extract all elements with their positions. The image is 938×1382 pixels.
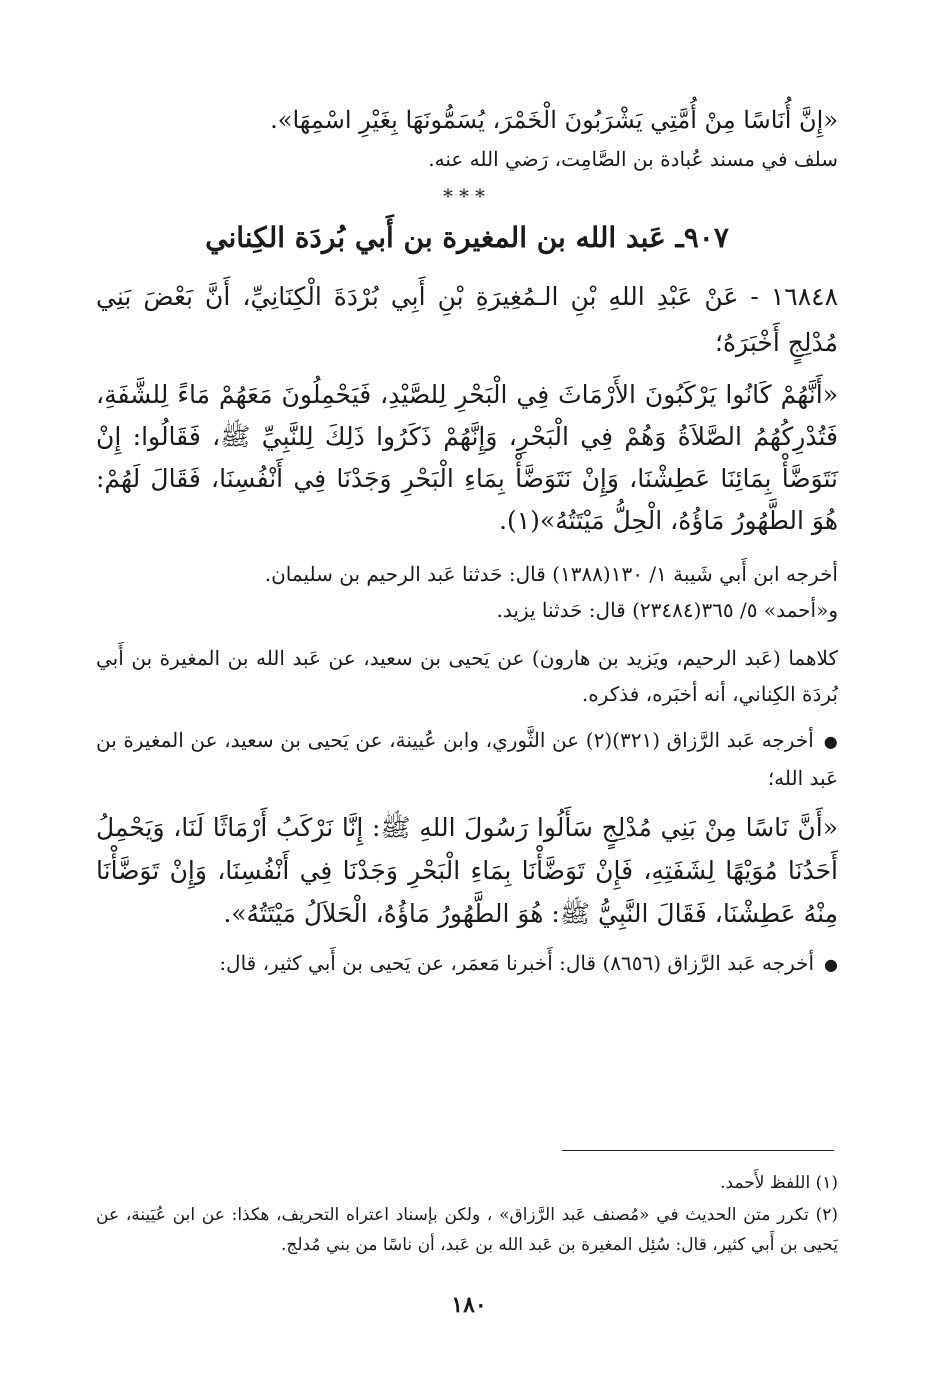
takhrij-line-1: أخرجه ابن أَبي شَيبة ١/ ١٣٠(١٣٨٨) قال: حَدثنا عَبد الرحيم بن سليمان.	[264, 562, 838, 586]
page-body	[96, 100, 838, 983]
bullet-item-2	[96, 945, 838, 983]
footnote-2: (٢) تكرر متن الحديث في «مُصنف عَبد الرَّزاق» ، ولكن بإسناد اعتراه التحريف، هكذا: عن ابن عُيَينة، عن يَحيى بن أَبي كثير، قال: سُئِل المغيرة بن عَبد الله بن عَبد، أن ناسًا من بني مُدلج.	[96, 1205, 838, 1255]
footnotes	[96, 1168, 838, 1262]
chapter-heading: ٩٠٧ـ عَبد الله بن المغيرة بن أَبي بُردَة الكِناني	[205, 221, 729, 254]
kilahuma-paragraph: كلاهما (عَبد الرحيم، ويَزيد بن هارون) عن يَحيى بن سعيد، عن عَبد الله بن المغيرة بن أَبي بُردَة الكِناني، أنه أخبَره، فذكره.	[96, 646, 838, 706]
bullet-item-1	[96, 722, 838, 796]
footnote-1: (١) اللفظ لأَحمد.	[720, 1173, 838, 1193]
previous-hadith-line: «إِنَّ أُنَاسًا مِنْ أُمَّتِي يَشْرَبُونَ الْخَمْرَ، يُسَمُّونَهَا بِغَيْرِ اسْمِهَا».	[270, 106, 838, 134]
bullet-text-1: أخرجه عَبد الرَّزاق (٣٢١)(٢) عن الثَّوري، وابن عُيينة، عن يَحيى بن سعيد، عن المغيرة بن عَبد الله؛	[96, 728, 838, 790]
section-separator: ***	[443, 184, 491, 208]
page-number: ١٨٠	[451, 1292, 487, 1318]
bullet-icon: ●	[823, 732, 838, 751]
hadith-isnad: ١٦٨٤٨ - عَنْ عَبْدِ اللهِ بْنِ الـمُغِيرَةِ بْنِ أَبِي بُرْدَةَ الْكِنَانِيِّ، أَنَّ بَعْضَ بَنِي مُدْلِجٍ أَخْبَرَهُ؛	[96, 282, 838, 357]
bullet-icon: ●	[824, 955, 838, 974]
takhrij-line-2: و«أحمد» ٥/ ٣٦٥(٢٣٤٨٤) قال: حَدثنا يزيد.	[496, 598, 838, 622]
previous-hadith-note: سلف في مسند عُبادة بن الصَّامِت، رَضي الله عنه.	[428, 147, 838, 171]
second-matn: «أَنَّ نَاسًا مِنْ بَنِي مُدْلِجٍ سَأَلُوا رَسُولَ اللهِ ﷺ: إِنَّا نَرْكَبُ أَرْمَاثًا لَنَا، وَيَحْمِلُ أَحَدُنَا مُوَيْهًا لِشَفَتِهِ، فَإِنْ تَوَضَّأْنَا بِمَاءِ الْبَحْرِ وَجَدْنَا فِي أَنْفُسِنَا، وَإِنْ تَوَضَّأْنَا مِنْهُ عَطِشْنَا، فَقَالَ النَّبِيُّ ﷺ: هُوَ الطَّهُورُ مَاؤُهُ، الْحَلاَلُ مَيْتَتُهُ».	[96, 813, 838, 928]
hadith-matn: «أَنَّهُمْ كَانُوا يَرْكَبُونَ الأَرْمَاثَ فِي الْبَحْرِ لِلصَّيْدِ، فَيَحْمِلُونَ مَعَهُمْ مَاءً لِلشَّفَةِ، فَتُدْرِكُهُمُ الصَّلاَةُ وَهُمْ فِي الْبَحْرِ، وَإِنَّهُمْ ذَكَرُوا ذَلِكَ لِلنَّبِيِّ ﷺ، فَقَالُوا: إِنْ نَتَوَضَّأْ بِمَائِنَا عَطِشْنَا، وَإِنْ نَتَوَضَّأْ بِمَاءِ الْبَحْرِ وَجَدْنَا فِي أَنْفُسِنَا، فَقَالَ لَهُمْ: هُوَ الطَّهُورُ مَاؤُهُ، الْحِلُّ مَيْتَتُهُ»(١).	[96, 380, 838, 535]
footnote-divider	[562, 1150, 834, 1151]
takhrij-block	[96, 556, 838, 628]
bullet-text-2: أخرجه عَبد الرَّزاق (٨٦٥٦) قال: أَخبرنا مَعمَر، عن يَحيى بن أَبي كثير، قال:	[219, 951, 815, 975]
